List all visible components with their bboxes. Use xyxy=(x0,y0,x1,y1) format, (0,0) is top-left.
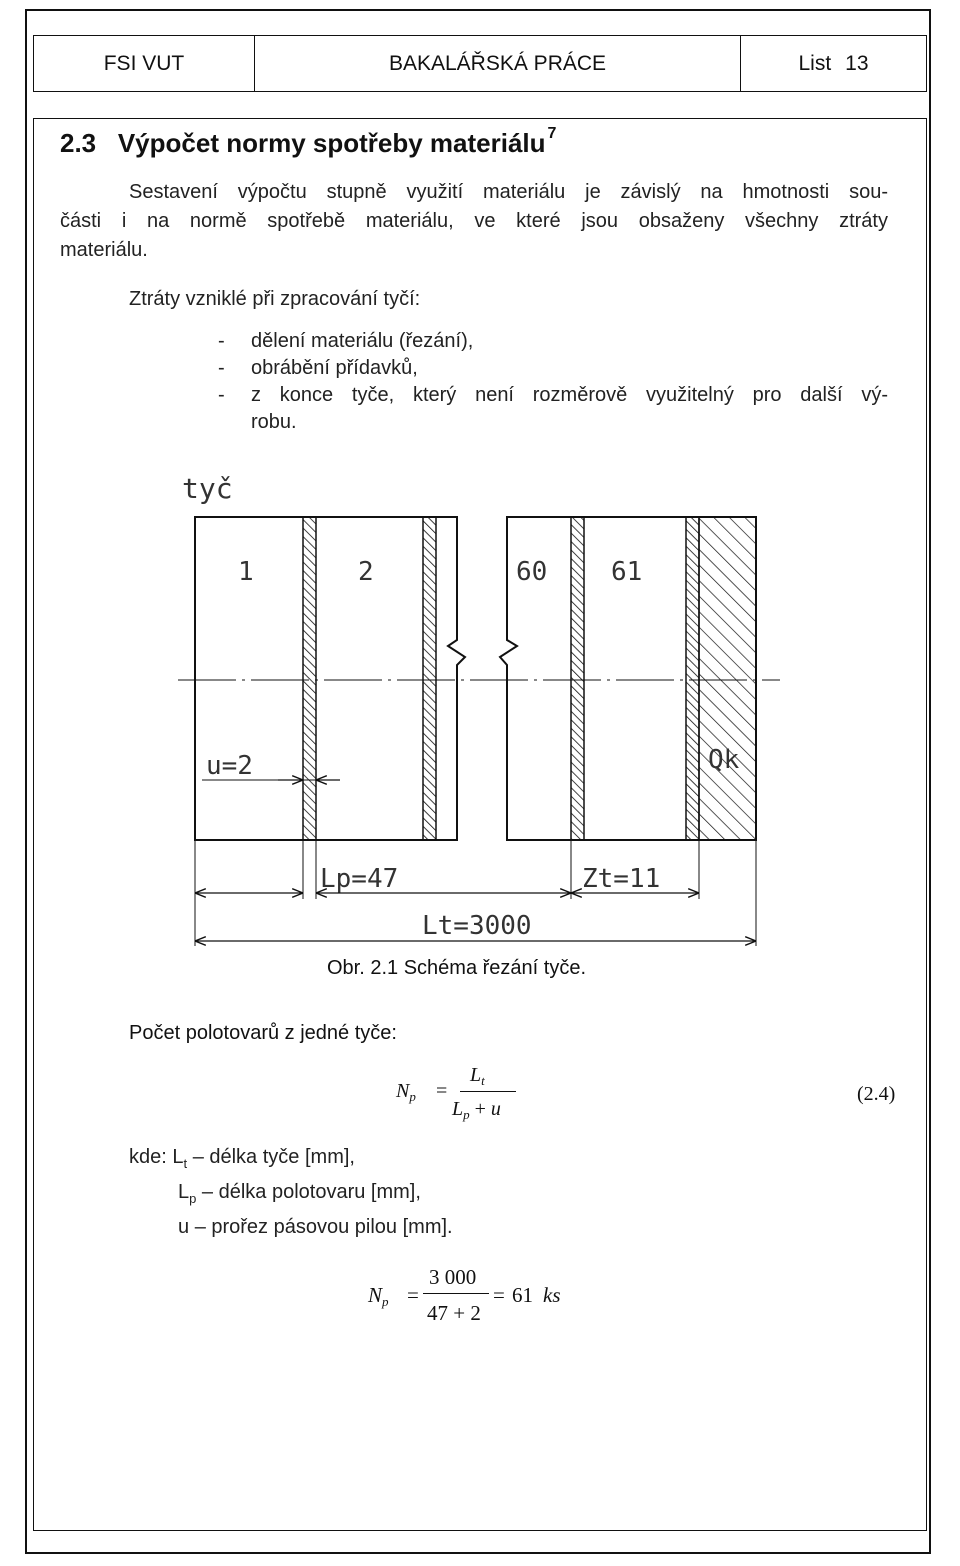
header-institution: FSI VUT xyxy=(34,36,255,91)
calc-result: 61 xyxy=(512,1283,533,1307)
calc-fraction-bar xyxy=(423,1293,489,1294)
paragraph-line: části i na normě spotřebě materiálu, ve které jsou obsaženy všechny ztráty xyxy=(60,210,888,232)
formula-equals: = xyxy=(436,1080,448,1102)
paragraph-line: Sestavení výpočtu stupně využití materiálu je závislý na hmotnosti sou- xyxy=(129,181,888,203)
calculation xyxy=(365,1263,585,1333)
list-item xyxy=(218,355,888,382)
formula-lhs: $N_p$ xyxy=(396,1080,416,1104)
formula-fraction-bar xyxy=(460,1091,516,1092)
formula-denominator: $L_p + u$ xyxy=(452,1098,501,1122)
calc-equals-2: = xyxy=(493,1283,505,1307)
piece-number: 1 xyxy=(238,557,254,587)
list-dash: - xyxy=(218,384,225,406)
list-item-text: dělení materiálu (řezání), xyxy=(251,330,474,352)
paragraph-line: materiálu. xyxy=(60,239,148,261)
formula-2-4 xyxy=(380,1060,540,1130)
list-item xyxy=(218,382,888,436)
kerf-60 xyxy=(571,517,584,840)
kerf-2 xyxy=(423,517,436,840)
piece-length-label: Lp=47 xyxy=(320,864,399,894)
list-dash: - xyxy=(218,330,225,352)
losses-list xyxy=(218,328,888,436)
calc-equals: = xyxy=(407,1283,419,1307)
piece-number: 2 xyxy=(358,557,374,587)
calc-denominator: 47 + 2 xyxy=(427,1301,481,1325)
end-waste xyxy=(699,517,756,840)
kerf-label: u=2 xyxy=(206,751,253,781)
formula-numerator: $L_t$ xyxy=(470,1064,485,1088)
end-label: Qk xyxy=(708,745,740,775)
list-dash: - xyxy=(218,357,225,379)
header-document-type: BAKALÁŘSKÁ PRÁCE xyxy=(255,36,741,91)
figure-caption: Obr. 2.1 Schéma řezání tyče. xyxy=(327,957,587,979)
count-label: Počet polotovarů z jedné tyče: xyxy=(129,1022,397,1044)
calc-numerator: 3 000 xyxy=(429,1265,477,1289)
calc-lhs: Np xyxy=(368,1283,389,1309)
list-item-line: z konce tyče, který není rozměrově využitelný pro další vý- xyxy=(251,384,888,406)
piece-number: 61 xyxy=(611,557,643,587)
sheet-number: 13 xyxy=(845,51,869,75)
section-number: 2.3 xyxy=(60,128,97,158)
kerf-1 xyxy=(303,517,316,840)
list-item-line: robu. xyxy=(251,411,297,433)
intro-paragraph xyxy=(60,178,888,265)
bar-label: tyč xyxy=(182,472,233,505)
total-length-label: Lt=3000 xyxy=(422,911,532,941)
definitions xyxy=(129,1143,453,1241)
cutting-diagram xyxy=(160,462,800,952)
definition-lt: kde: $L_t$ – délka tyče [mm], xyxy=(129,1146,355,1171)
list-item-text: obrábění přídavků, xyxy=(251,357,418,379)
list-item xyxy=(218,328,888,355)
sheet-label: List xyxy=(798,51,832,75)
definition-lp: $L_p$ – délka polotovaru [mm], xyxy=(178,1181,421,1206)
calc-unit: ks xyxy=(543,1283,561,1307)
section-heading xyxy=(60,125,557,159)
equation-number: (2.4) xyxy=(857,1083,896,1105)
definition-u: u – prořez pásovou pilou [mm]. xyxy=(178,1216,453,1238)
section-title: Výpočet normy spotřeby materiálu xyxy=(117,128,546,158)
header-sheet xyxy=(741,36,926,91)
list-item-text xyxy=(251,382,888,436)
piece-number: 60 xyxy=(516,557,548,587)
page-header xyxy=(33,35,927,92)
kerf-61 xyxy=(686,517,699,840)
losses-intro: Ztráty vzniklé při zpracování tyčí: xyxy=(129,288,421,310)
footnote-marker: 7 xyxy=(547,125,557,143)
end-length-label: Zt=11 xyxy=(582,864,661,894)
